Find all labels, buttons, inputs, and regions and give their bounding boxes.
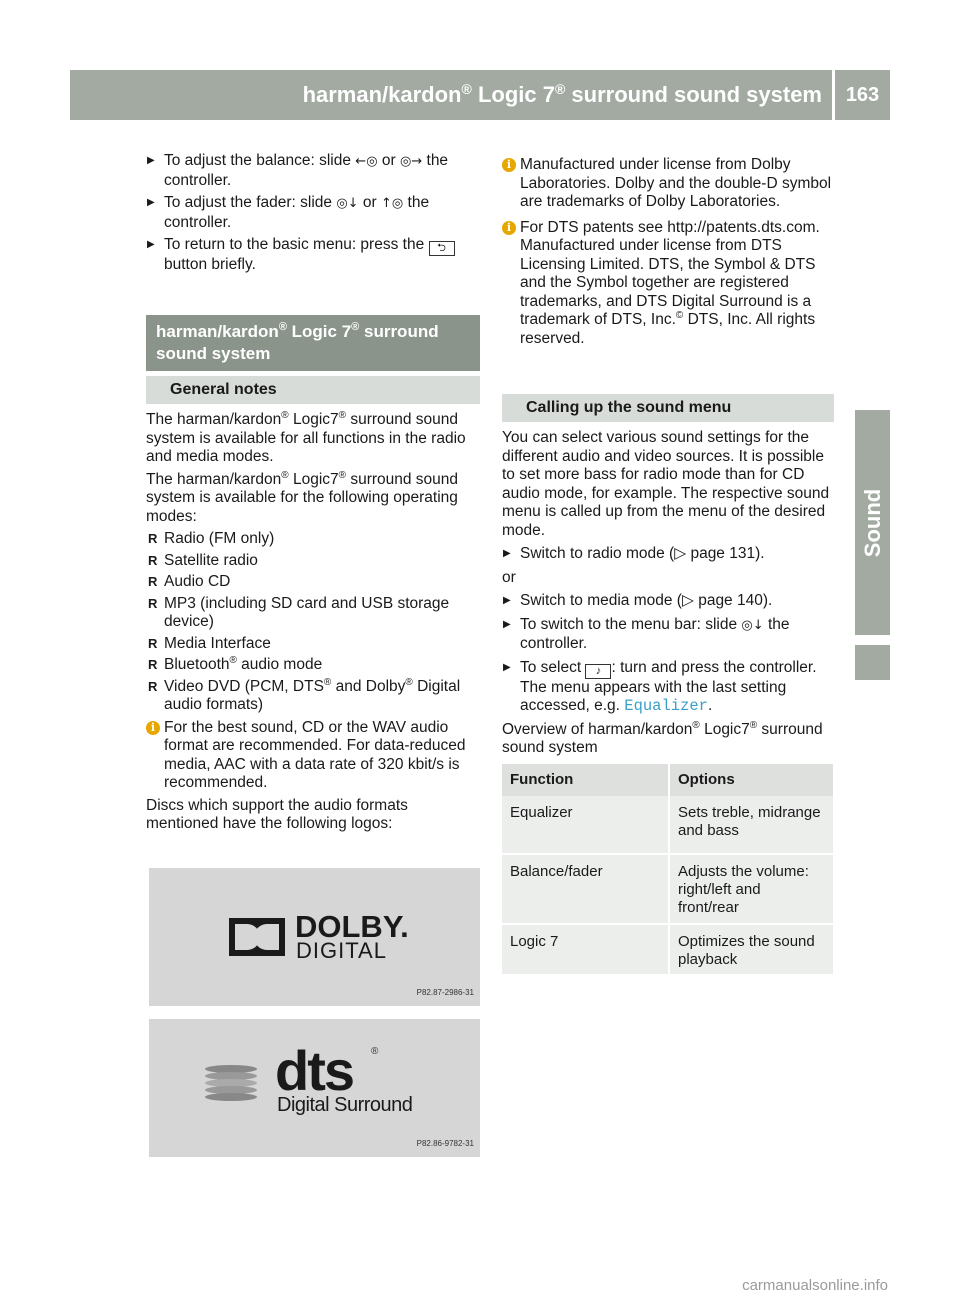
paragraph: You can select various sound settings for the different audio and video sources. It is possible to set more bass for radio mode than for CD audio mode, for example. The respective sound menu is called up from the menu of the desired mode. xyxy=(502,429,830,539)
sound-options-table xyxy=(502,764,833,974)
step-select-sound: ▶ To select ♪ : turn and press the controller. The menu appears with the last setting accessed, e.g. Equalizer. xyxy=(502,659,834,716)
list-item: R Audio CD xyxy=(146,573,480,592)
table-cell: Balance/fader xyxy=(502,853,670,923)
step-return: ▶ To return to the basic menu: press the ⮌ button briefly. xyxy=(146,236,480,275)
logo-text: ® xyxy=(371,1046,379,1057)
dolby-digital-logo xyxy=(149,868,480,1006)
page-number: 163 xyxy=(845,84,880,106)
table-cell: Equalizer xyxy=(502,796,670,853)
side-tab-marker xyxy=(855,645,890,680)
dts-digital-surround-logo xyxy=(149,1019,480,1157)
controller-slide-down-icon: ◎↓ xyxy=(741,617,764,633)
step-fader: ▶ To adjust the fader: slide ◎↓ or ↑◎ the controller. xyxy=(146,194,480,232)
logo-text: DIGITAL xyxy=(296,938,387,963)
subsection-heading-general-notes: General notes xyxy=(146,376,480,404)
info-icon: i xyxy=(502,221,516,235)
info-note: i For DTS patents see http://patents.dts.com. Manufactured under license from DTS Licensing Limited. DTS, the Symbol & DTS and the Symbol together are registered trademarks, and DTS Digital Surround is a trademark of DTS, Inc.© DTS, Inc. All rights reserved. xyxy=(502,219,834,349)
step-media-mode: ▶ Switch to media mode (▷ page 140). xyxy=(502,592,834,611)
table-header: Function xyxy=(502,764,670,796)
page-ref-arrow-icon: ▷ xyxy=(674,545,687,562)
table-header: Options xyxy=(670,764,833,796)
paragraph: Overview of harman/kardon® Logic7® surround sound system xyxy=(502,719,823,756)
table-cell: Optimizes the sound playback xyxy=(670,923,833,974)
paragraph: The harman/kardon® Logic7® surround sound system is available for all functions in the radio and media modes. xyxy=(146,410,466,465)
controller-slide-right-icon: ◎→ xyxy=(399,154,423,169)
info-icon: i xyxy=(502,158,516,172)
page-ref-arrow-icon: ▷ xyxy=(681,592,694,609)
general-notes-body xyxy=(146,411,480,834)
table-cell: Adjusts the volume: right/left and front/rear xyxy=(670,853,833,923)
list-item: R Media Interface xyxy=(146,635,480,654)
controller-slide-up-icon: ↑◎ xyxy=(380,196,404,211)
figure-code: P82.86-9782-31 xyxy=(416,1138,474,1148)
logo-text: DOLBY. xyxy=(295,909,409,944)
subsection-heading-sound-menu: Calling up the sound menu xyxy=(502,394,834,422)
figure-code: P82.87-2986-31 xyxy=(416,987,474,997)
table-row xyxy=(502,796,833,853)
logo-text: Digital Surround xyxy=(277,1094,413,1116)
sound-menu-icon: ♪ xyxy=(585,664,611,679)
side-tab-label: Sound xyxy=(859,488,885,557)
paragraph: The harman/kardon® Logic7® surround sound system is available for the following operating modes: xyxy=(146,469,459,525)
back-button-icon: ⮌ xyxy=(429,241,455,256)
logo-text: dts xyxy=(275,1039,353,1102)
step-radio-mode: ▶ Switch to radio mode (▷ page 131). xyxy=(502,545,834,564)
controller-slide-left-icon: ←◎ xyxy=(355,154,378,169)
left-steps xyxy=(146,152,480,275)
running-header-title: harman/kardon® Logic 7® surround sound system xyxy=(302,81,822,107)
step-balance: ▶ To adjust the balance: slide ←◎ or ◎→ the controller. xyxy=(146,152,480,190)
right-notes xyxy=(502,156,834,348)
info-note: i For the best sound, CD or the WAV audio format are recommended. For data-reduced media, AAC with a data rate of 320 kbit/s is recommended. xyxy=(146,719,480,793)
section-heading: harman/kardon® Logic 7® surround sound system xyxy=(146,315,480,371)
or-text: or xyxy=(502,568,516,586)
list-item: R Radio (FM only) xyxy=(146,530,480,549)
info-icon: i xyxy=(146,721,160,735)
sound-menu-body xyxy=(502,429,834,758)
list-item: R Video DVD (PCM, DTS® and Dolby® Digital audio formats) xyxy=(146,678,480,715)
menu-item-equalizer: Equalizer xyxy=(624,697,708,715)
table-row xyxy=(502,923,833,974)
controller-slide-down-icon: ◎↓ xyxy=(336,196,359,211)
list-item: R Satellite radio xyxy=(146,552,480,571)
step-menu-bar: ▶ To switch to the menu bar: slide ◎↓ the controller. xyxy=(502,616,834,654)
list-item: R Bluetooth® audio mode xyxy=(146,656,480,675)
list-item: R MP3 (including SD card and USB storage device) xyxy=(146,595,480,632)
paragraph: Discs which support the audio formats mentioned have the following logos: xyxy=(146,796,408,832)
table-cell: Sets treble, midrange and bass xyxy=(670,796,833,853)
watermark: carmanualsonline.info xyxy=(742,1277,888,1294)
table-cell: Logic 7 xyxy=(502,923,670,974)
info-note: i Manufactured under license from Dolby Laboratories. Dolby and the double-D symbol are trademarks of Dolby Laboratories. xyxy=(502,156,834,212)
table-row xyxy=(502,853,833,923)
